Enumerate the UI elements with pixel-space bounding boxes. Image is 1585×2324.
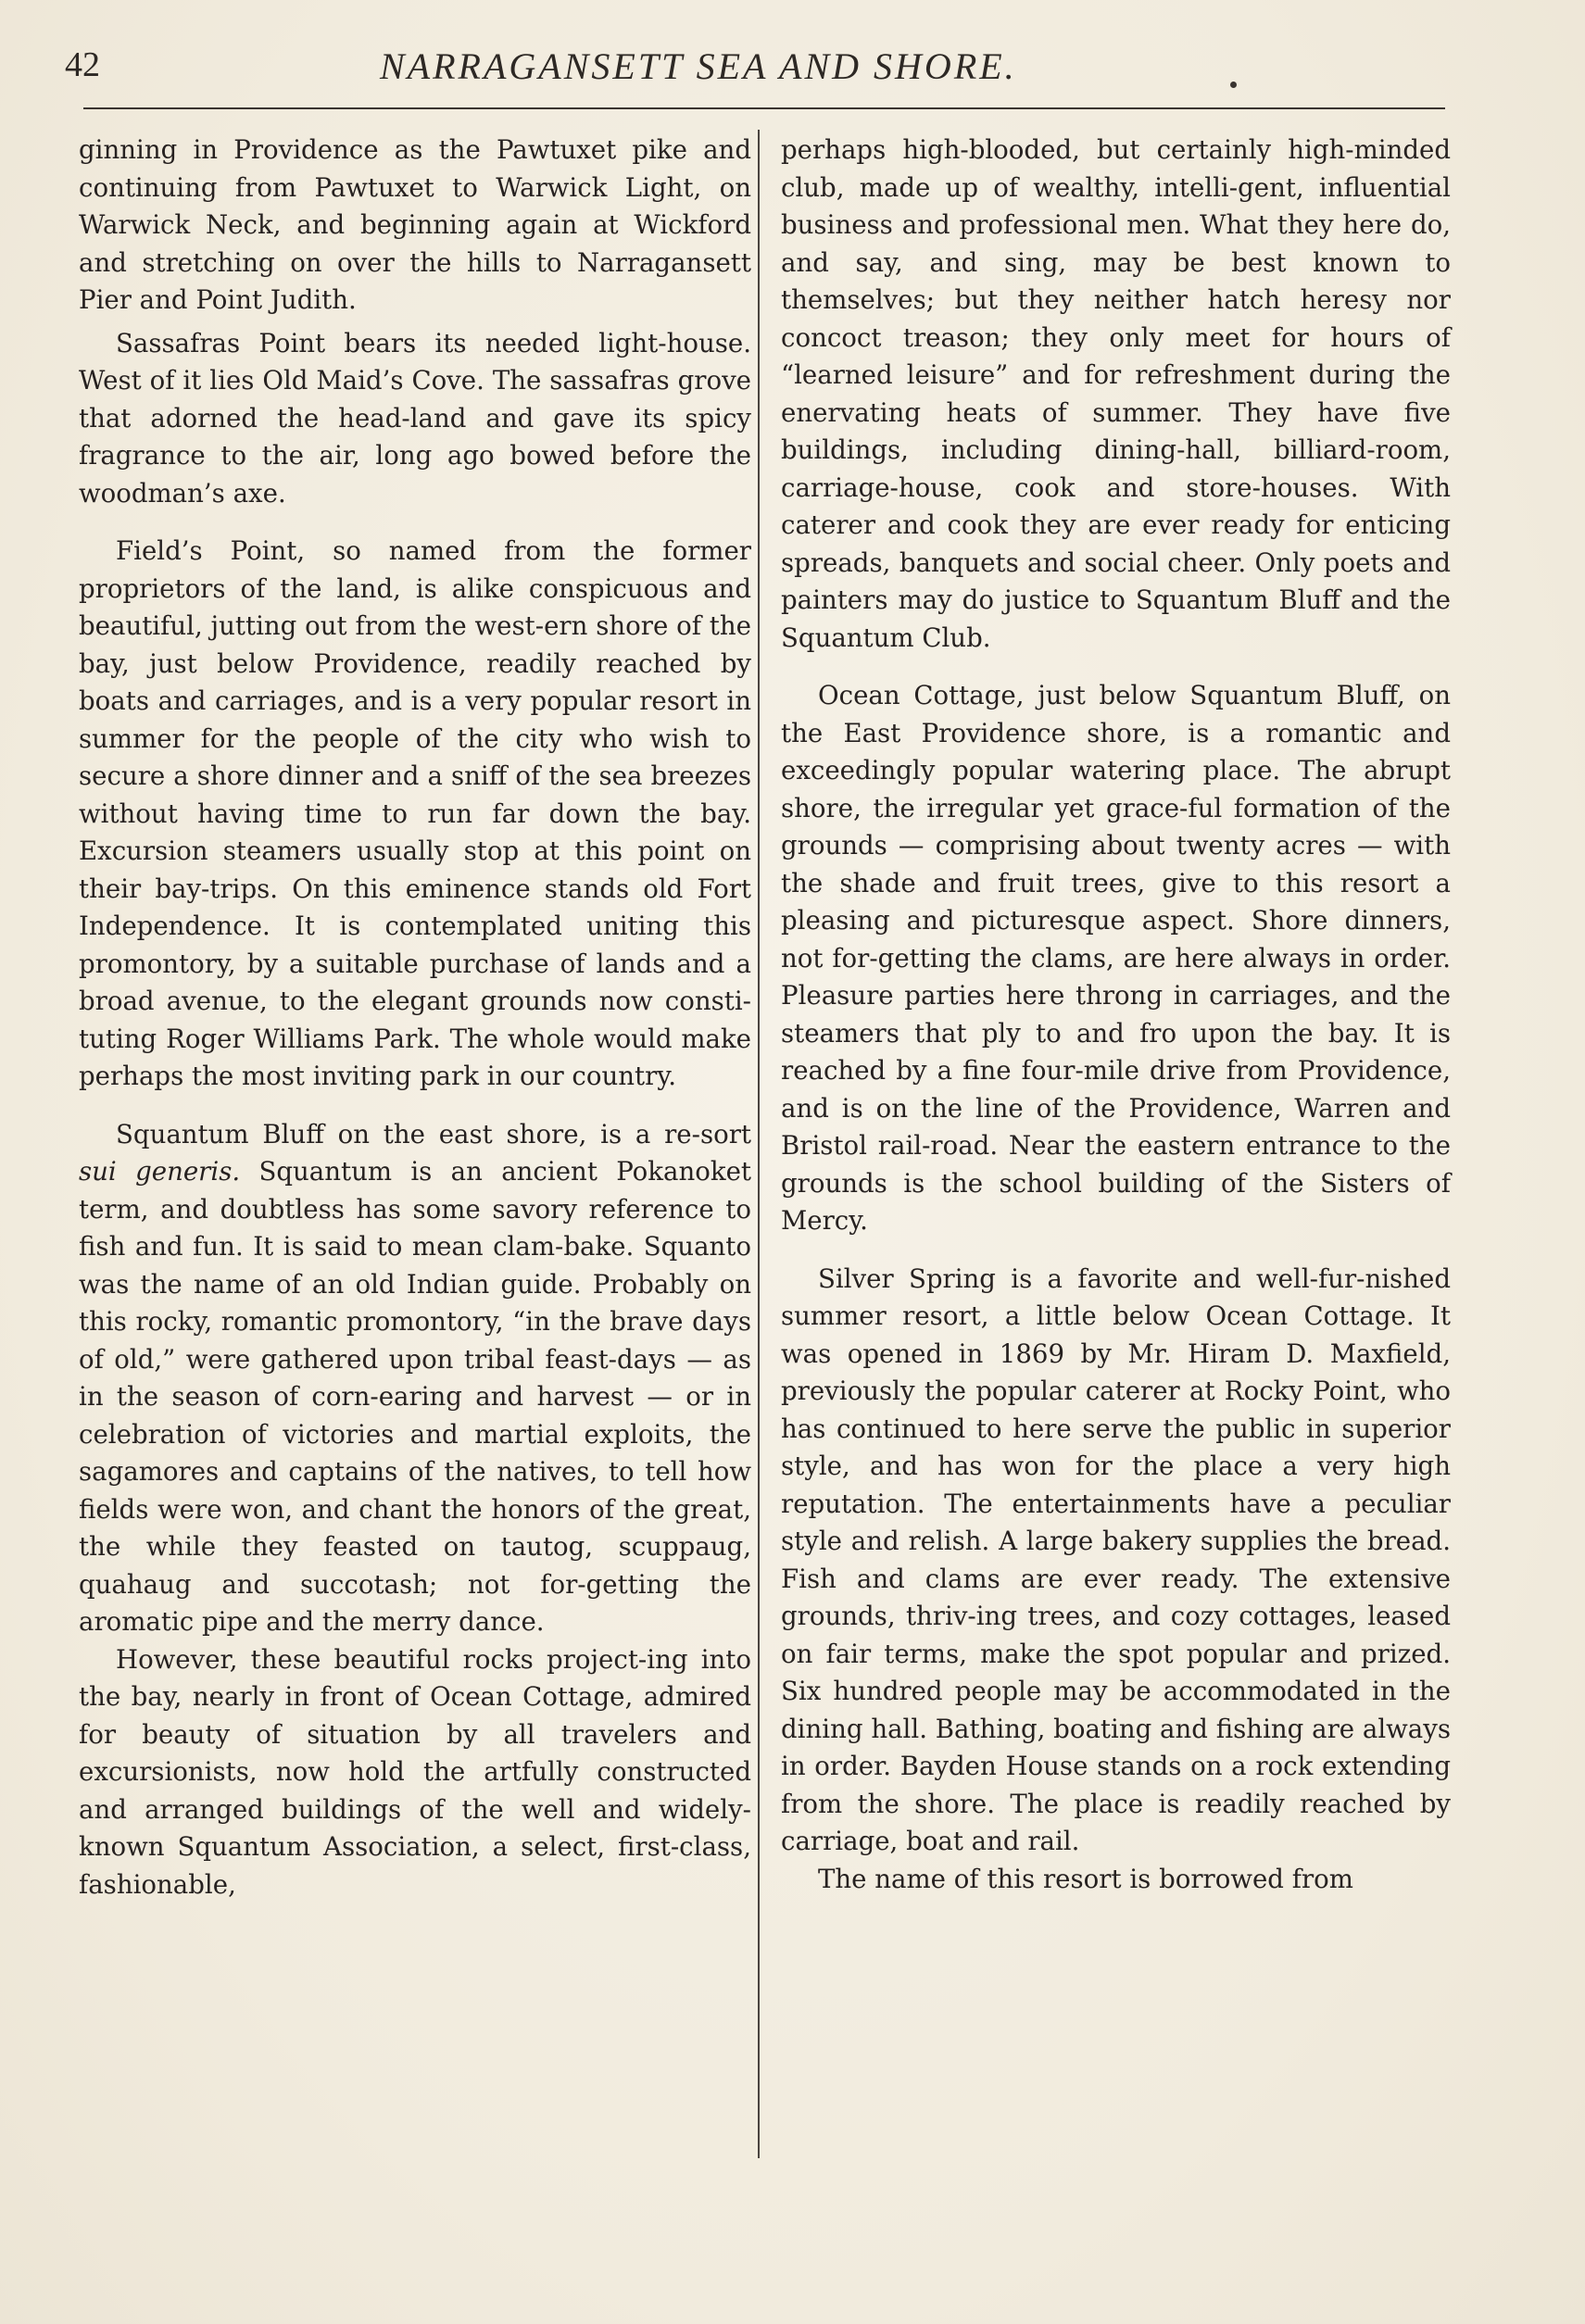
paragraph-squantum-club: perhaps high-blooded, but certainly high-minded club, made up of wealthy, intelli-gent, influential business and professional men. What they here do, and say, and sing, may be best known to themselves; but they neither hatch heresy nor concoct treason; they only meet for hours of “learned leisure” and for refreshment during the enervating heats of summer. They have five buildings, including dining-hall, billiard-room, carriage-house, cook and store-houses. With caterer and cook they are ever ready for enticing spreads, banquets and social cheer. Only poets and painters may do justice to Squantum Bluff and the Squantum Club. <box>781 134 1451 653</box>
column-divider <box>758 130 760 2158</box>
paragraph-silver-spring: Silver Spring is a favorite and well-fur-nished summer resort, a little below Ocean Cottage. It was opened in 1869 by Mr. Hiram D. Maxfield, previously the popular caterer at Rocky Point, who has continued to here serve the public in superior style, and has won for the place a very high reputation. The entertainments have a peculiar style and relish. A large bakery supplies the bread. Fish and clams are ever ready. The extensive grounds, thriv-ing trees, and cozy cottages, leased on fair terms, make the spot popular and prized. Six hundred people may be accommodated in the dining hall. Bathing, boating and fishing are always in order. Bayden House stands on a rock extending from the shore. The place is readily reached by carriage, boat and rail. <box>781 1262 1451 1856</box>
paragraph-squantum-association: However, these beautiful rocks project-ing into the bay, nearly in front of Ocean Cottage, admired for beauty of situation by all travelers and excursionists, now hold the artfully constructed and arranged buildings of the well and widely-known Squantum Association, a select, first-class, fashionable, <box>79 1643 751 1900</box>
paragraph-ocean-cottage: Ocean Cottage, just below Squantum Bluff, on the East Providence shore, is a romantic and exceedingly popular watering place. The abrupt shore, the irregular yet grace-ful formation of the grounds — comprising about twenty acres — with the shade and fruit trees, give to this resort a pleasing and picturesque aspect. Shore dinners, not for-getting the clams, are here always in order. Pleasure parties here throng in carriages, and the steamers that ply to and fro upon the bay. It is reached by a fine four-mile drive from Providence, and is on the line of the Providence, Warren and Bristol rail-road. Near the eastern entrance to the grounds is the school building of the Sisters of Mercy. <box>781 680 1451 1236</box>
page-header <box>65 39 1454 94</box>
page-number: 42 <box>65 45 100 84</box>
paragraph-sassafras-point: Sassafras Point bears its needed light-house. West of it lies Old Maid’s Cove. The sassafras grove that adorned the head-land and gave its spicy fragrance to the air, long ago bowed before the woodman’s axe. <box>79 327 751 509</box>
right-column <box>781 132 1451 1898</box>
sui-generis-italic: sui generis. <box>79 1156 241 1187</box>
ink-dot <box>1230 82 1237 88</box>
paragraph-fields-point: Field’s Point, so named from the former proprietors of the land, is alike conspicuous and beautiful, jutting out from the west-ern shore of the bay, just below Providence, readily reached by boats and carriages, and is a very popular resort in summer for the people of the city who wish to secure a shore dinner and a sniff of the sea breezes without having time to run far down the bay. Excursion steamers usually stop at this point on their bay-trips. On this eminence stands old Fort Independence. It is contemplated uniting this promontory, by a suitable purchase of lands and a broad avenue, to the elegant grounds now consti-tuting Roger Williams Park. The whole would make perhaps the most inviting park in our country. <box>79 535 751 1091</box>
running-title: NARRAGANSETT SEA AND SHORE. <box>380 45 1017 87</box>
paragraph-pawtuxet-pike: ginning in Providence as the Pawtuxet pike and continuing from Pawtuxet to Warwick Light, on Warwick Neck, and beginning again at Wickford and stretching on over the hills to Narragansett Pier and Point Judith. <box>79 134 751 315</box>
header-rule <box>83 107 1445 109</box>
squantum-text-end: Squantum is an ancient Pokanoket term, and doubtless has some savory reference to fish and fun. It is said to mean clam-bake. Squanto was the name of an old Indian guide. Probably on this rocky, romantic promontory, “in the brave days of old,” were gathered upon tribal feast-days — as in the season of corn-earing and harvest — or in celebration of victories and martial exploits, the sagamores and captains of the natives, to tell how fields were won, and chant the honors of the great, the while they feasted on tautog, scuppaug, quahaug and succotash; not for-getting the aromatic pipe and the merry dance. <box>79 1156 751 1637</box>
squantum-text-start: Squantum Bluff on the east shore, is a re-sort <box>116 1118 751 1149</box>
paragraph-squantum-bluff <box>79 1116 751 1641</box>
left-column <box>79 132 751 1903</box>
paragraph-resort-name: The name of this resort is borrowed from <box>818 1863 1353 1894</box>
